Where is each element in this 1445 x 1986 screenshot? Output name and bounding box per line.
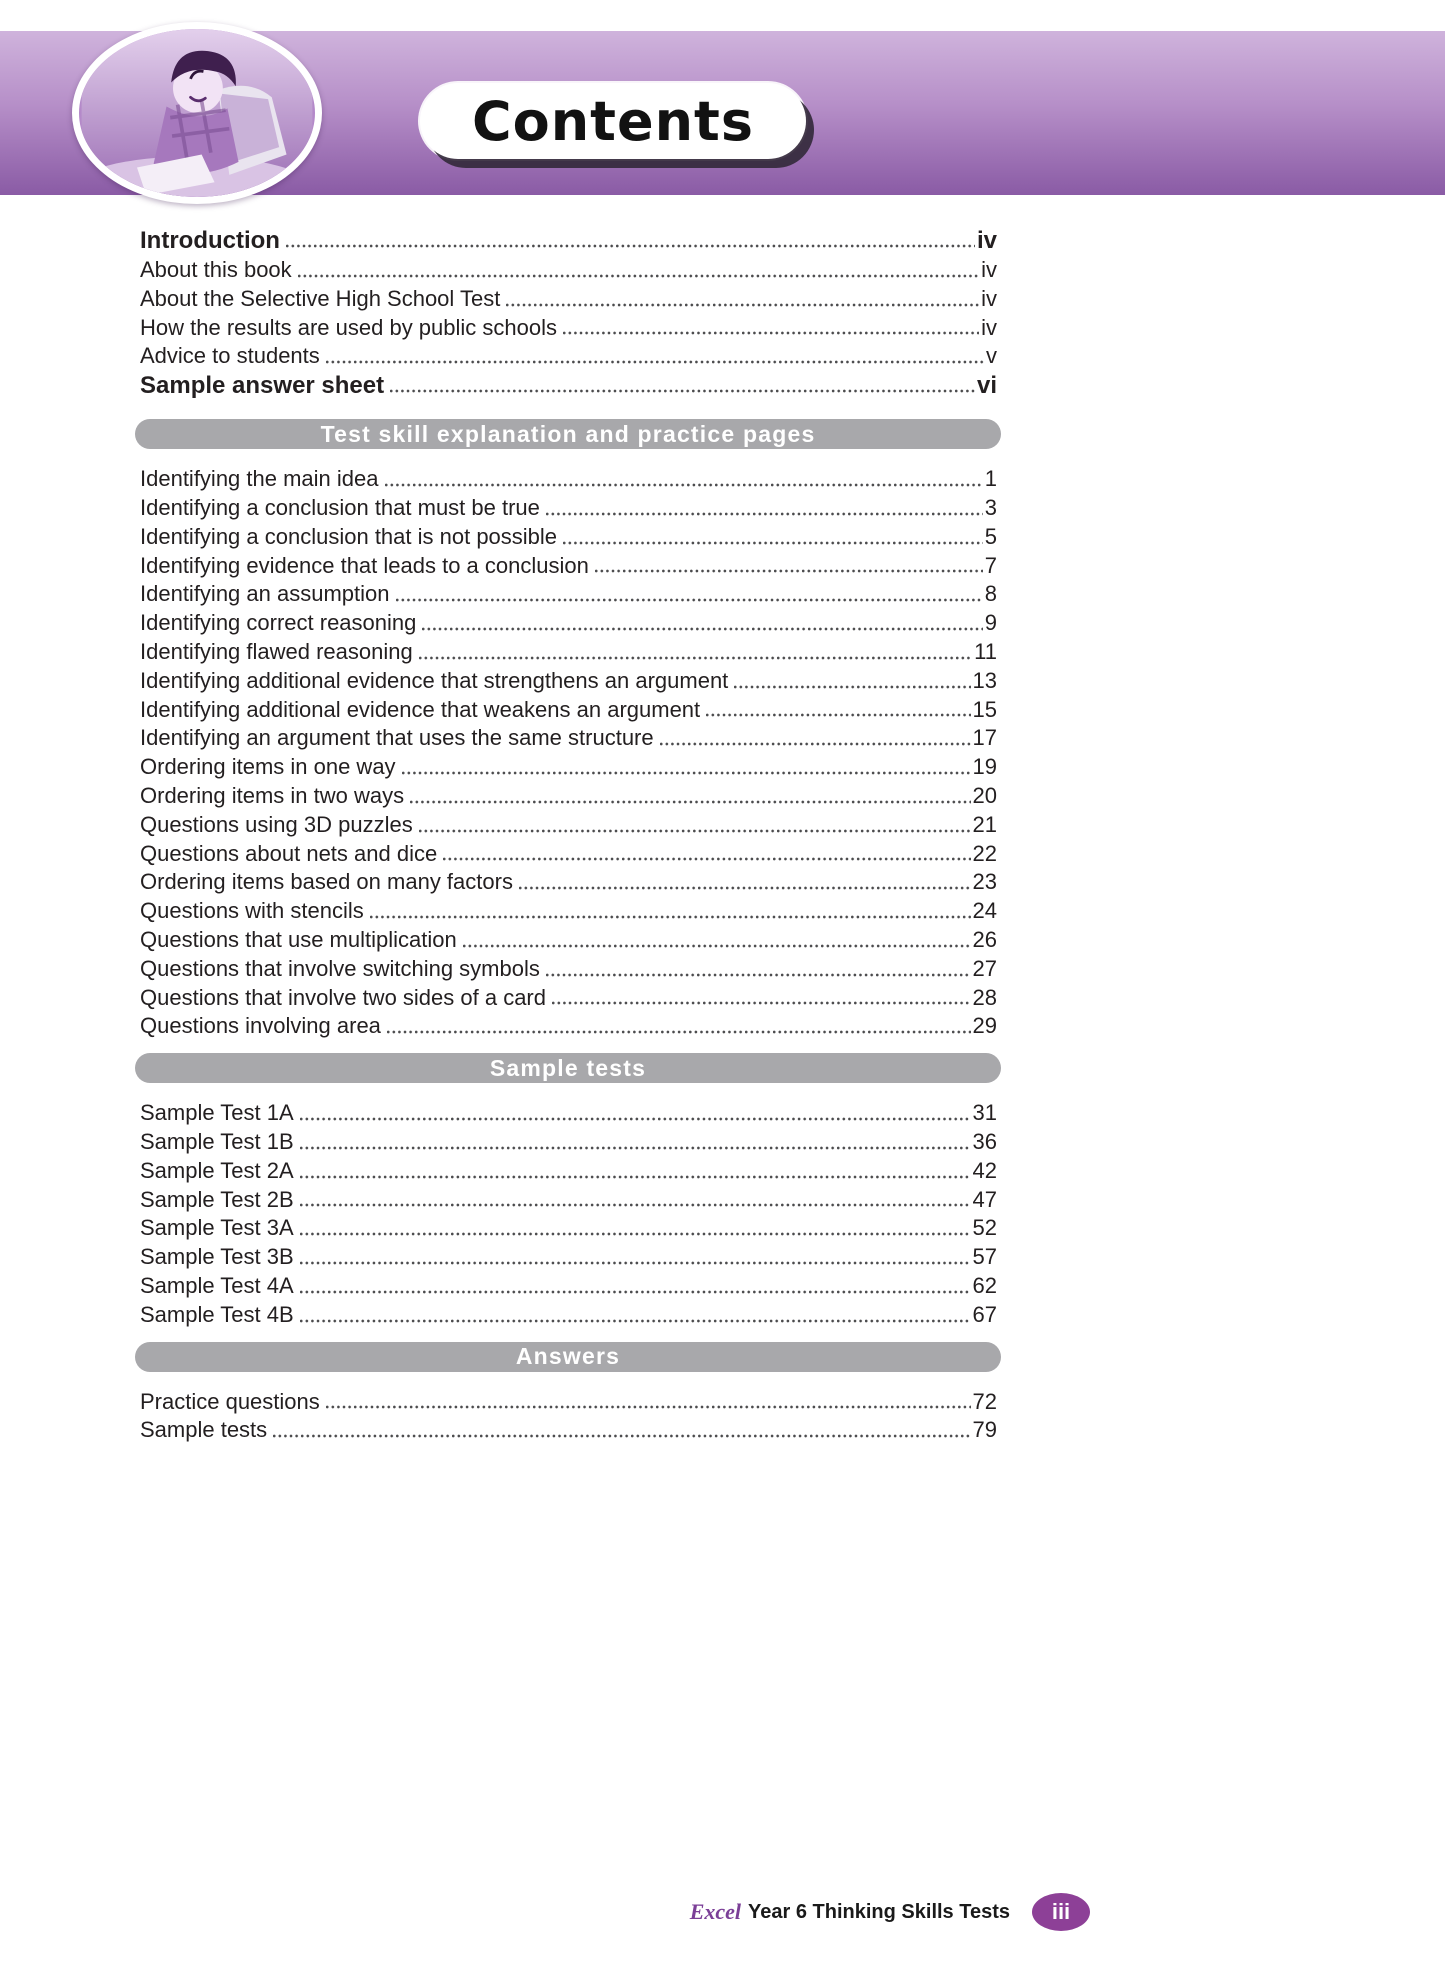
- toc-entry-label: Questions involving area: [140, 1013, 381, 1039]
- dot-leader: [595, 569, 983, 573]
- dot-leader: [706, 713, 970, 717]
- dot-leader: [410, 800, 970, 804]
- toc-entry-label: Sample Test 3A: [140, 1215, 294, 1241]
- dot-leader: [422, 627, 982, 631]
- toc-entry: [140, 256, 997, 285]
- toc-entry-label: Identifying a conclusion that is not possible: [140, 523, 558, 549]
- dot-leader: [552, 1001, 971, 1005]
- page-banner: [0, 31, 1445, 195]
- toc-entry: [140, 314, 997, 343]
- section-header-bar: [135, 419, 1001, 449]
- toc-entry: [140, 342, 997, 371]
- toc-entry-label: About the Selective High School Test: [140, 285, 501, 311]
- toc-entry-label: Identifying an argument that uses the same structure: [140, 725, 654, 751]
- dot-leader: [300, 1319, 971, 1323]
- footer-series-title: Year 6 Thinking Skills Tests: [748, 1900, 1010, 1923]
- dot-leader: [734, 685, 970, 689]
- title-pill: [420, 83, 806, 159]
- page-title: Contents: [471, 89, 754, 153]
- toc-entry-page-number: 24: [972, 898, 997, 924]
- section-header-label: Test skill explanation and practice pages: [320, 420, 816, 447]
- toc-entry-page-number: 20: [972, 782, 997, 808]
- dot-leader: [300, 1232, 971, 1236]
- dot-leader: [519, 886, 971, 890]
- toc-entry-page-number: 9: [984, 610, 997, 636]
- toc-entry-page-number: 28: [972, 984, 997, 1010]
- toc-entry-label: Ordering items in two ways: [140, 782, 405, 808]
- toc-entry-page-number: iv: [976, 227, 997, 254]
- dot-leader: [298, 274, 979, 278]
- toc-entry: [140, 926, 997, 955]
- dot-leader: [300, 1290, 971, 1294]
- section-items: [140, 1388, 997, 1446]
- toc-entry-label: Identifying additional evidence that weakens an argument: [140, 696, 701, 722]
- toc-entry: [140, 580, 997, 609]
- toc-entry: [140, 782, 997, 811]
- toc-entry: [140, 840, 997, 869]
- toc-entry-page-number: 15: [972, 696, 997, 722]
- toc-entry-page-number: iv: [981, 314, 997, 340]
- toc-entry-page-number: 21: [972, 811, 997, 837]
- section-header-label: Sample tests: [489, 1054, 647, 1081]
- toc-entry-page-number: 3: [984, 494, 997, 520]
- toc-entry: [140, 696, 997, 725]
- dot-leader: [300, 1175, 971, 1179]
- toc-entry-page-number: 22: [972, 840, 997, 866]
- toc-entry: [140, 1214, 997, 1243]
- section-header-bar: [135, 1053, 1001, 1083]
- toc-entry: [140, 371, 997, 401]
- student-photo-illustration: [79, 29, 315, 197]
- toc-entry-page-number: 23: [972, 869, 997, 895]
- toc-entry-page-number: 7: [984, 552, 997, 578]
- toc-entry: [140, 638, 997, 667]
- toc-entry-label: Identifying evidence that leads to a conclusion: [140, 552, 589, 578]
- toc-entry: [140, 897, 997, 926]
- toc-entry-page-number: 29: [972, 1013, 997, 1039]
- toc-entry-page-number: iv: [981, 257, 997, 282]
- student-photo: [72, 22, 322, 204]
- toc-entry-label: Sample Test 4B: [140, 1301, 294, 1327]
- dot-leader: [286, 244, 975, 248]
- brand-logo: Excel: [689, 1899, 742, 1924]
- toc-entry-label: Sample tests: [140, 1417, 268, 1443]
- dot-leader: [326, 1405, 971, 1409]
- toc-entry: [140, 984, 997, 1013]
- toc-entry-label: Questions that use multiplication: [140, 926, 457, 952]
- toc-entry-label: Identifying a conclusion that must be true: [140, 494, 540, 520]
- toc-entry: [140, 494, 997, 523]
- toc-entry: [140, 552, 997, 581]
- section-header-bar: [135, 1342, 1001, 1372]
- toc-entry-label: Practice questions: [140, 1388, 320, 1414]
- dot-leader: [300, 1261, 971, 1265]
- section-items: [140, 1099, 997, 1329]
- toc-entry: [140, 523, 997, 552]
- toc-entry-label: Introduction: [140, 227, 280, 254]
- toc-entry-label: Sample Test 1B: [140, 1128, 294, 1154]
- dot-leader: [563, 331, 979, 335]
- toc-entry-label: Identifying additional evidence that strengthens an argument: [140, 667, 729, 693]
- dot-leader: [396, 598, 983, 602]
- toc-entry-label: Sample Test 2B: [140, 1186, 294, 1212]
- dot-leader: [443, 857, 970, 861]
- toc-entry-label: Questions using 3D puzzles: [140, 811, 413, 837]
- toc-entry-page-number: 42: [972, 1157, 997, 1183]
- dot-leader: [463, 944, 971, 948]
- toc-entry-label: Sample Test 1A: [140, 1100, 294, 1126]
- toc-entry: [140, 285, 997, 314]
- dot-leader: [506, 303, 979, 307]
- toc-entry-label: Questions about nets and dice: [140, 840, 438, 866]
- page-footer: [140, 1893, 1090, 1931]
- toc-front-matter: [140, 226, 997, 401]
- toc-sections: [140, 419, 997, 1445]
- dot-leader: [385, 483, 983, 487]
- toc-entry: [140, 1099, 997, 1128]
- dot-leader: [419, 656, 972, 660]
- page-number-badge: iii: [1032, 1893, 1090, 1931]
- toc-entry-label: Questions that involve switching symbols: [140, 955, 540, 981]
- toc-entry: [140, 753, 997, 782]
- toc-entry-label: Sample Test 3B: [140, 1244, 294, 1270]
- dot-leader: [273, 1434, 970, 1438]
- toc-entry-page-number: 36: [972, 1128, 997, 1154]
- dot-leader: [660, 742, 971, 746]
- dot-leader: [402, 771, 971, 775]
- toc-entry-label: Identifying correct reasoning: [140, 610, 417, 636]
- toc-entry-page-number: vi: [976, 372, 997, 400]
- toc-entry-page-number: 79: [972, 1417, 997, 1443]
- toc-entry: [140, 226, 997, 256]
- dot-leader: [300, 1146, 971, 1150]
- toc-entry-page-number: 11: [974, 638, 997, 664]
- toc-entry: [140, 1128, 997, 1157]
- toc-entry-page-number: 47: [972, 1186, 997, 1212]
- toc-entry-label: Identifying flawed reasoning: [140, 638, 413, 664]
- toc-entry-page-number: 27: [972, 955, 997, 981]
- toc-entry-page-number: 8: [984, 581, 997, 607]
- toc-entry-page-number: 19: [972, 754, 997, 780]
- toc-entry: [140, 667, 997, 696]
- toc-entry-page-number: 72: [972, 1388, 997, 1414]
- toc-entry-label: Sample answer sheet: [140, 372, 385, 400]
- toc-entry-label: How the results are used by public schools: [140, 314, 557, 340]
- toc-entry-page-number: 62: [972, 1272, 997, 1298]
- toc-entry: [140, 1272, 997, 1301]
- toc-entry: [140, 868, 997, 897]
- toc-entry: [140, 1243, 997, 1272]
- toc-entry-page-number: 57: [972, 1244, 997, 1270]
- toc-entry-label: Sample Test 2A: [140, 1157, 294, 1183]
- section-items: [140, 465, 997, 1041]
- toc-entry: [140, 1301, 997, 1330]
- dot-leader: [546, 512, 983, 516]
- toc-entry: [140, 465, 997, 494]
- toc-entry-label: Questions that involve two sides of a card: [140, 984, 546, 1010]
- toc-section: [140, 419, 997, 1041]
- toc-entry: [140, 1388, 997, 1417]
- toc-entry: [140, 1157, 997, 1186]
- toc-entry-label: Ordering items in one way: [140, 754, 396, 780]
- toc-entry: [140, 1416, 997, 1445]
- toc-entry-page-number: 26: [972, 926, 997, 952]
- section-header-label: Answers: [515, 1343, 621, 1369]
- dot-leader: [419, 829, 971, 833]
- toc-entry-label: Ordering items based on many factors: [140, 869, 513, 895]
- toc-entry-page-number: v: [986, 343, 997, 369]
- toc-entry-label: Advice to students: [140, 343, 320, 369]
- dot-leader: [370, 915, 971, 919]
- toc-entry-page-number: 5: [984, 523, 997, 549]
- table-of-contents: [140, 226, 997, 1445]
- toc-entry-page-number: 31: [972, 1100, 997, 1126]
- dot-leader: [387, 1030, 971, 1034]
- toc-entry-page-number: iv: [981, 285, 997, 311]
- dot-leader: [326, 360, 984, 364]
- toc-entry-page-number: 1: [984, 466, 997, 492]
- toc-entry: [140, 955, 997, 984]
- toc-entry-page-number: 67: [972, 1301, 997, 1327]
- toc-entry: [140, 811, 997, 840]
- toc-entry: [140, 609, 997, 638]
- toc-entry-label: About this book: [140, 257, 292, 282]
- toc-entry: [140, 1012, 997, 1041]
- toc-section: [140, 1053, 997, 1329]
- toc-entry-page-number: 13: [972, 667, 997, 693]
- toc-entry-label: Sample Test 4A: [140, 1272, 294, 1298]
- toc-entry: [140, 724, 997, 753]
- toc-entry-page-number: 17: [972, 725, 997, 751]
- toc-entry-label: Questions with stencils: [140, 898, 364, 924]
- toc-entry: [140, 1186, 997, 1215]
- toc-section: [140, 1342, 997, 1446]
- toc-entry-label: Identifying the main idea: [140, 466, 379, 492]
- dot-leader: [390, 389, 975, 393]
- toc-entry-page-number: 52: [972, 1215, 997, 1241]
- dot-leader: [563, 541, 983, 545]
- dot-leader: [300, 1203, 971, 1207]
- toc-entry-label: Identifying an assumption: [140, 581, 390, 607]
- dot-leader: [546, 973, 971, 977]
- dot-leader: [300, 1117, 971, 1121]
